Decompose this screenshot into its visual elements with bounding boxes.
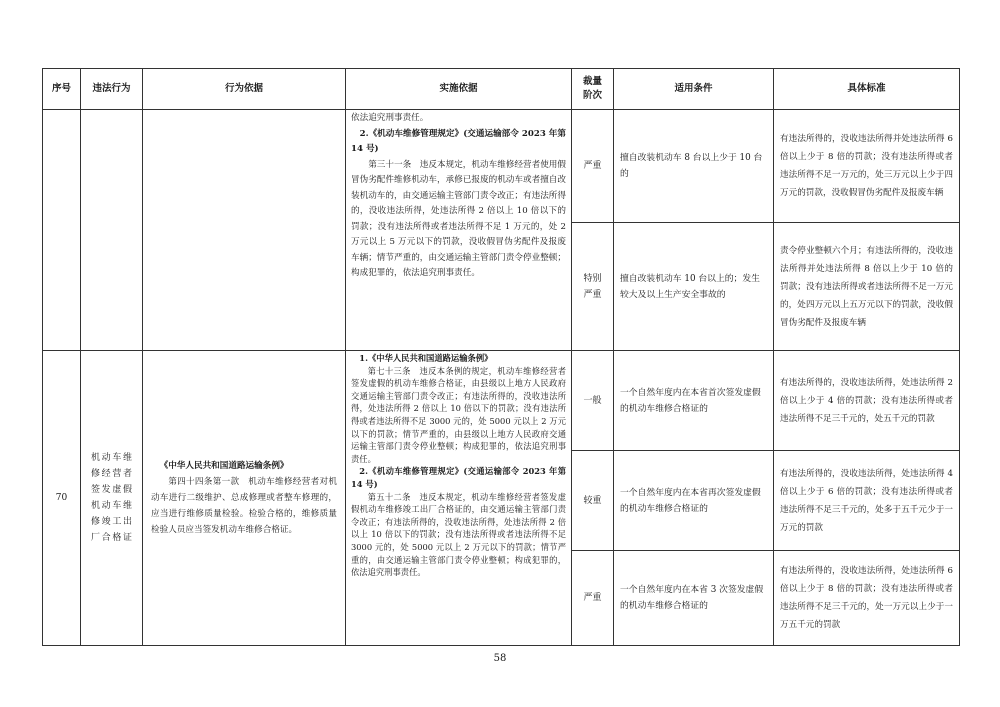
row1-impl-title-2: 2.《机动车维修管理规定》(交通运输部令 2023 年第 14 号)	[351, 128, 566, 154]
row2-condition-2: 一个自然年度内在本省再次签发虚假的机动车维修合格证的	[614, 451, 774, 551]
header-violation: 违法行为	[81, 69, 143, 110]
row2-impl	[346, 351, 572, 646]
row2-violation: 机动车维修经营者签发虚假机动车维修竣工出厂合格证	[81, 351, 143, 646]
table-row	[43, 351, 960, 451]
header-seq: 序号	[43, 69, 81, 110]
row2-standard-1: 有违法所得的，没收违法所得，处违法所得 2 倍以上少于 4 倍的罚款；没有违法所得或者违法所得不足三千元的，处五千元的罚款	[774, 351, 960, 451]
row2-basis	[143, 351, 346, 646]
row2-standard-3: 有违法所得的，没收违法所得，处违法所得 6 倍以上少于 8 倍的罚款；没有违法所得或者违法所得不足三千元的，处一万元以上少于一万五千元的罚款	[774, 551, 960, 646]
header-basis: 行为依据	[143, 69, 346, 110]
header-impl: 实施依据	[346, 69, 572, 110]
row2-level-3: 严重	[572, 551, 614, 646]
row2-level-1: 一般	[572, 351, 614, 451]
row2-level-2: 较重	[572, 451, 614, 551]
row1-impl-article: 第三十一条 违反本规定，机动车维修经营者使用假冒伪劣配件维修机动车，承修已报废的机动车或者擅自改装机动车的，由交通运输主管部门责令改正；有违法所得的，没收违法所得，处违法所得 2 倍以上 10 倍以下的罚款；没有违法所得或者违法所得不足 1 万元的，处 2 万元以上 5 万元以下的罚款，没收假冒伪劣配件及报废车辆；情节严重的，由交通运输主管部门责令停业整顿；构成犯罪的，依法追究刑事责任。	[351, 159, 566, 278]
page-number: 58	[493, 653, 507, 664]
row1-standard-1: 有违法所得的，没收违法所得并处违法所得 6 倍以上少于 8 倍的罚款；没有违法所得或者违法所得不足一万元的，处三万元以上少于四万元的罚款，没收假冒伪劣配件及报废车辆	[774, 110, 960, 223]
header-condition: 适用条件	[614, 69, 774, 110]
row1-level-1: 严重	[572, 110, 614, 223]
row1-condition-2: 擅自改装机动车 10 台以上的；发生较大及以上生产安全事故的	[614, 223, 774, 351]
row2-basis-title: 《中华人民共和国道路运输条例》	[159, 461, 289, 471]
row2-standard-2: 有违法所得的，没收违法所得，处违法所得 4 倍以上少于 6 倍的罚款；没有违法所得或者违法所得不足三千元的，处多于五千元少于一万元的罚款	[774, 451, 960, 551]
row2-impl-article-1: 第七十三条 违反本条例的规定，机动车维修经营者签发虚假的机动车维修合格证，由县级以上地方人民政府交通运输主管部门责令改正；有违法所得的，没收违法所得，处违法所得 2 倍以上 10 倍以下的罚款；没有违法所得或者违法所得不足 3000 元的，处 5000 元以上 2 万元以下的罚款；情节严重的，由县级以上地方人民政府交通运输主管部门责令停业整顿；构成犯罪的，依法追究刑事责任。	[351, 365, 566, 464]
row1-standard-2: 责令停业整顿六个月；有违法所得的，没收违法所得并处违法所得 8 倍以上少于 10 倍的罚款；没有违法所得或者违法所得不足一万元的，处四万元以上五万元以下的罚款，没收假冒伪劣配件及报废车辆	[774, 223, 960, 351]
row2-seq: 70	[43, 351, 81, 646]
row1-condition-1: 擅自改装机动车 8 台以上少于 10 台的	[614, 110, 774, 223]
row1-impl-continued: 依法追究刑事责任。	[351, 113, 429, 123]
row2-impl-article-2: 第五十二条 违反本规定，机动车维修经营者签发虚假机动车维修竣工出厂合格证的，由交通运输主管部门责令改正；有违法所得的，没收违法所得，处违法所得 2 倍以上 10 倍以下的罚款；没有违法所得或者违法所得不足 3000 元的，处 5000 元以上 2 万元以下的罚款；情节严重的，由交通运输主管部门责令停业整顿；构成犯罪的，依法追究刑事责任。	[351, 491, 566, 578]
header-standard: 具体标准	[774, 69, 960, 110]
row1-impl	[346, 110, 572, 351]
row2-condition-3: 一个自然年度内在本省 3 次签发虚假的机动车维修合格证的	[614, 551, 774, 646]
row2-impl-title-2: 2.《机动车维修管理规定》(交通运输部令 2023 年第 14 号)	[351, 466, 566, 489]
row1-seq	[43, 110, 81, 351]
row1-basis	[143, 110, 346, 351]
row1-violation	[81, 110, 143, 351]
row1-level-2: 特别严重	[572, 223, 614, 351]
row2-impl-title-1: 1.《中华人民共和国道路运输条例》	[359, 353, 493, 363]
row2-basis-article: 第四十四条第一款 机动车维修经营者对机动车进行二级维护、总成修理或者整车修理的，应当进行维修质量检验。检验合格的，维修质量检验人员应当签发机动车维修合格证。	[151, 477, 337, 535]
penalty-standard-table	[42, 68, 960, 646]
table-row	[43, 110, 960, 223]
table-header-row	[43, 69, 960, 110]
header-level: 裁量阶次	[572, 69, 614, 110]
row2-condition-1: 一个自然年度内在本省首次签发虚假的机动车维修合格证的	[614, 351, 774, 451]
